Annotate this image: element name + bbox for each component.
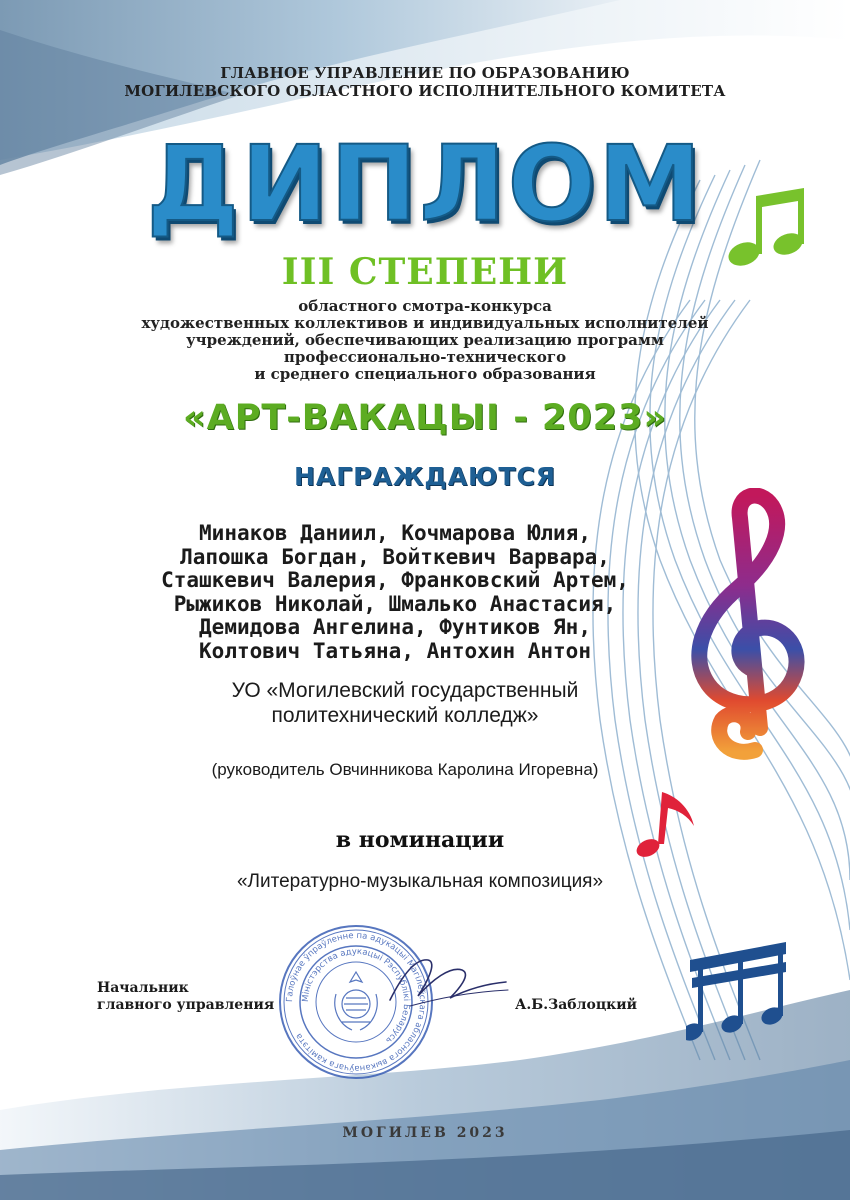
awardee-names xyxy=(0,522,790,663)
seal-inner-text: Міністэрства адукацыі Рэспублікі Беларусь xyxy=(300,946,412,1046)
awardee-names-line: Рыжиков Николай, Шмалько Анастасия, xyxy=(173,591,617,616)
nomination-label: в номинации xyxy=(335,827,505,853)
authority-header xyxy=(0,64,850,100)
awarded-label: НАГРАЖДАЮТСЯ xyxy=(293,462,557,491)
supervisor: (руководитель Овчинникова Каролина Игоревна) xyxy=(211,760,599,779)
beamed-notes-icon xyxy=(686,938,796,1048)
diploma-title: ДИПЛОМ xyxy=(146,123,704,245)
awardee-names-line: Лапошка Богдан, Войткевич Варвара, xyxy=(180,544,610,569)
state-emblem-icon xyxy=(335,972,377,1030)
nomination-name: «Литературно-музыкальная композиция» xyxy=(236,871,604,892)
contest-description xyxy=(0,298,850,383)
awardee-names-line: Минаков Даниил, Кочмарова Юлия, xyxy=(199,521,591,545)
signer-role-line1: Начальник xyxy=(97,980,189,996)
awardee-names-line: Сташкевич Валерия, Франковский Артем, xyxy=(161,568,629,592)
authority-line1: ГЛАВНОЕ УПРАВЛЕНИЕ ПО ОБРАЗОВАНИЮ xyxy=(220,64,630,82)
contest-desc-line: и среднего специального образования xyxy=(254,365,596,383)
signer-role-line2: главного управления xyxy=(97,997,275,1013)
contest-desc-line: профессионально-технического xyxy=(283,348,567,366)
signer-name: А.Б.Заблоцкий xyxy=(515,997,638,1013)
institution-line: УО «Могилевский государственный xyxy=(231,679,579,702)
footer-place-year: МОГИЛЕВ 2023 xyxy=(342,1125,508,1141)
institution-line: политехнический колледж» xyxy=(271,704,539,727)
authority-line2: МОГИЛЕВСКОГО ОБЛАСТНОГО ИСПОЛНИТЕЛЬНОГО КОМИТЕТА xyxy=(124,82,726,100)
contest-name: «АРТ-ВАКАЦЫІ - 2023» xyxy=(183,398,667,438)
seal-outer-text: Галоўнае ўпраўленне па адукацыі Магілёўскага абласнога выканаўчага камітэта xyxy=(284,930,428,1074)
contest-desc-line: художественных коллективов и индивидуальных исполнителей xyxy=(141,314,709,332)
handwritten-signature xyxy=(380,940,510,1020)
contest-desc-line: учреждений, обеспечивающих реализацию программ xyxy=(186,331,664,349)
institution xyxy=(0,678,810,728)
awardee-names-line: Колтович Татьяна, Антохин Антон xyxy=(199,638,591,663)
contest-desc-line: областного смотра-конкурса xyxy=(298,297,552,315)
awardee-names-line: Демидова Ангелина, Фунтиков Ян, xyxy=(199,615,591,639)
diploma-degree: III СТЕПЕНИ xyxy=(281,251,569,293)
signer-role xyxy=(97,980,274,1014)
